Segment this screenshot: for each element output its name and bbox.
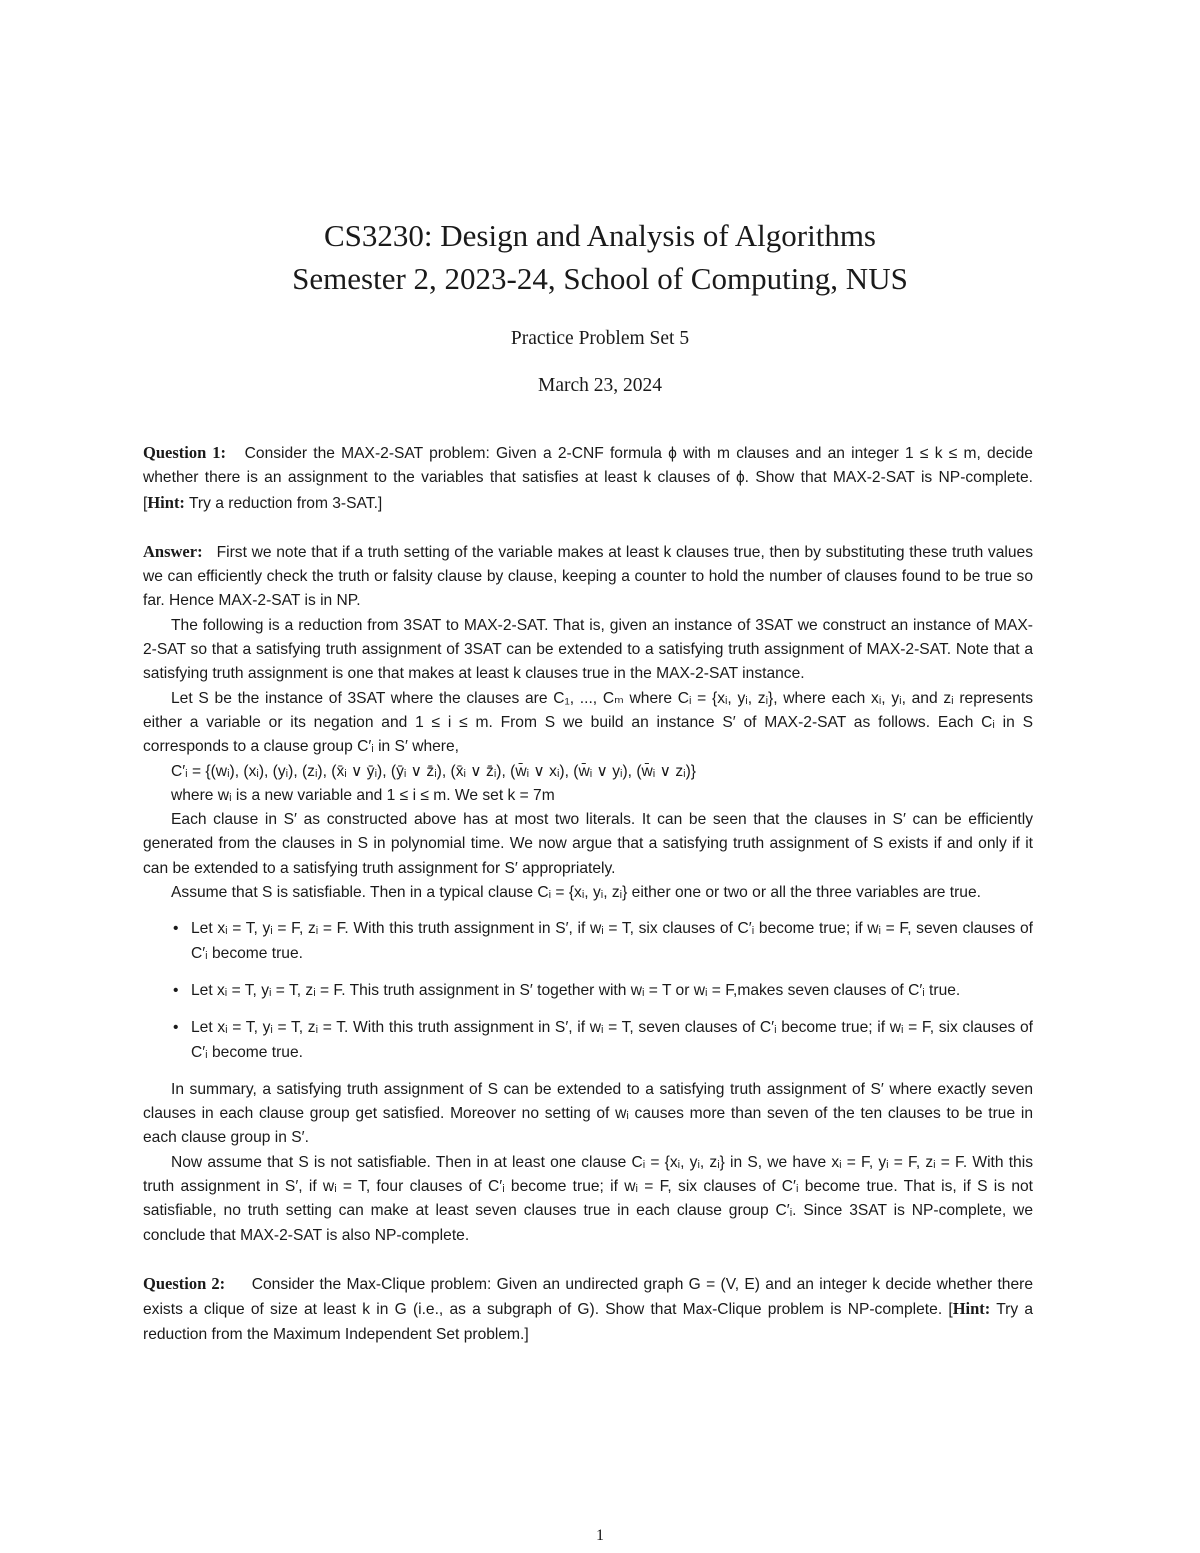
- question-1-line1: Consider the MAX-2-SAT problem: Given a 2-CNF formula ϕ with m clauses and an: [244, 445, 845, 462]
- question-2-label: Question 2:: [143, 1273, 226, 1293]
- answer-1: [143, 540, 1033, 1248]
- answer-paragraph-3: Let S be the instance of 3SAT where the clauses are C₁, ..., Cₘ where Cᵢ = {xᵢ, yᵢ, zᵢ}, where each xᵢ, yᵢ, and zᵢ represents either a variable or its negation and 1 ≤ i ≤ m. From S we build an instance S′ of MAX-2-SAT as follows. Each Cᵢ in S corresponds to a clause group C′ᵢ in S′ where,: [143, 689, 1033, 756]
- question-1-line2: integer 1 ≤ k ≤ m, decide whether there is an assignment to the variables that satisfies at least k clauses: [143, 445, 1033, 487]
- question-1-label: Question 1:: [143, 443, 227, 462]
- case-list: [143, 917, 1033, 1064]
- document-body: [143, 441, 1033, 1347]
- question-2-text-a: Consider the Max-Clique problem: Given an undirected graph G = (V, E) and an integer k decide whether there exists a clique of size at least k in G (i.e., as a subgraph of G). Show that Max-Clique problem is NP-complete. [: [143, 1275, 1034, 1319]
- answer-paragraph-1: First we note that if a truth setting of the variable makes at least k clauses true, then by substituting these truth values we can efficiently check the truth or falsity clause by clause, keeping a counter to hold the number of clauses found to be true so far. Hence MAX-2-SAT is in NP.: [143, 543, 1033, 610]
- answer-paragraph-2: The following is a reduction from 3SAT to MAX-2-SAT. That is, given an instance of 3SAT we construct an instance of MAX-2-SAT so that a satisfying truth assignment of 3SAT can be extended to a satisfying truth assignment of MAX-2-SAT. Note that a satisfying truth assignment is one that makes at least k clauses true in the MAX-2-SAT instance.: [143, 616, 1033, 683]
- formula-where-line: where wᵢ is a new variable and 1 ≤ i ≤ m. We set k = 7m: [171, 786, 555, 804]
- answer-paragraph-5: Assume that S is satisfiable. Then in a typical clause Cᵢ = {xᵢ, yᵢ, zᵢ} either one or two or all the three variables are true.: [171, 884, 981, 902]
- document-title-line2: Semester 2, 2023-24, School of Computing, NUS: [292, 261, 908, 296]
- page-number: 1: [596, 1527, 604, 1544]
- case-list-item: • Let xᵢ = T, yᵢ = F, zᵢ = F. With this truth assignment in S′, if wᵢ = T, six clauses of C′ᵢ become true; if wᵢ = F, seven clauses of C′ᵢ become true.: [143, 917, 1033, 966]
- question-1-line3a: of ϕ. Show that MAX-2-SAT is NP-complete. [: [143, 469, 1033, 512]
- answer-label: Answer:: [143, 541, 203, 561]
- case-list-item: • Let xᵢ = T, yᵢ = T, zᵢ = F. This truth assignment in S′ together with wᵢ = T or wᵢ = F,makes seven clauses of C′ᵢ true.: [143, 979, 1033, 1003]
- answer-paragraph-6: In summary, a satisfying truth assignment of S can be extended to a satisfying truth assignment of S′ where exactly seven clauses in each clause group get satisfied. Moreover no setting of wᵢ causes more than seven of the ten clauses to be true in each clause group in S′.: [143, 1080, 1033, 1147]
- document-date: March 23, 2024: [537, 375, 663, 396]
- question-2-text-b: Try a reduction from the Maximum Independent Set problem.]: [143, 1301, 1033, 1343]
- question-2-hint-label: Hint:: [952, 1299, 991, 1319]
- answer-paragraph-7: Now assume that S is not satisfiable. Then in at least one clause Cᵢ = {xᵢ, yᵢ, zᵢ} in S, we have xᵢ = F, yᵢ = F, zᵢ = F. With this truth assignment in S′, if wᵢ = T, four clauses of C′ᵢ become true; if wᵢ = F, six clauses of C′ᵢ become true. That is, if S is not satisfiable, no truth setting can make at least seven clauses true in each clause group C′ᵢ. Since 3SAT is NP-complete, we conclude that MAX-2-SAT is also NP-complete.: [143, 1153, 1033, 1244]
- question-2: [143, 1272, 1033, 1347]
- problem-set-subtitle: Practice Problem Set 5: [510, 328, 690, 349]
- question-1-hint-label: Hint:: [147, 492, 185, 512]
- clause-group-formula: C′ᵢ = {(wᵢ), (xᵢ), (yᵢ), (zᵢ), (x̄ᵢ ∨ ȳᵢ), (ȳᵢ ∨ z̄ᵢ), (x̄ᵢ ∨ z̄ᵢ), (w̄ᵢ ∨ xᵢ), (w̄ᵢ ∨ yᵢ), (w̄ᵢ ∨ zᵢ)}: [171, 762, 696, 780]
- document-title-line1: CS3230: Design and Analysis of Algorithms: [324, 218, 876, 253]
- question-1-line3b: Try a reduction from 3-SAT.]: [184, 494, 383, 512]
- case-list-item: • Let xᵢ = T, yᵢ = T, zᵢ = T. With this truth assignment in S′, if wᵢ = T, seven clauses of C′ᵢ become true; if wᵢ = F, six clauses of C′ᵢ become true.: [143, 1016, 1033, 1065]
- answer-paragraph-4: Each clause in S′ as constructed above has at most two literals. It can be seen that the clauses in S′ can be efficiently generated from the clauses in S in polynomial time. We now argue that a satisfying truth assignment of S exists if and only if it can be extended to a satisfying truth assignment for S′ appropriately.: [143, 811, 1033, 877]
- question-1: [143, 441, 1033, 516]
